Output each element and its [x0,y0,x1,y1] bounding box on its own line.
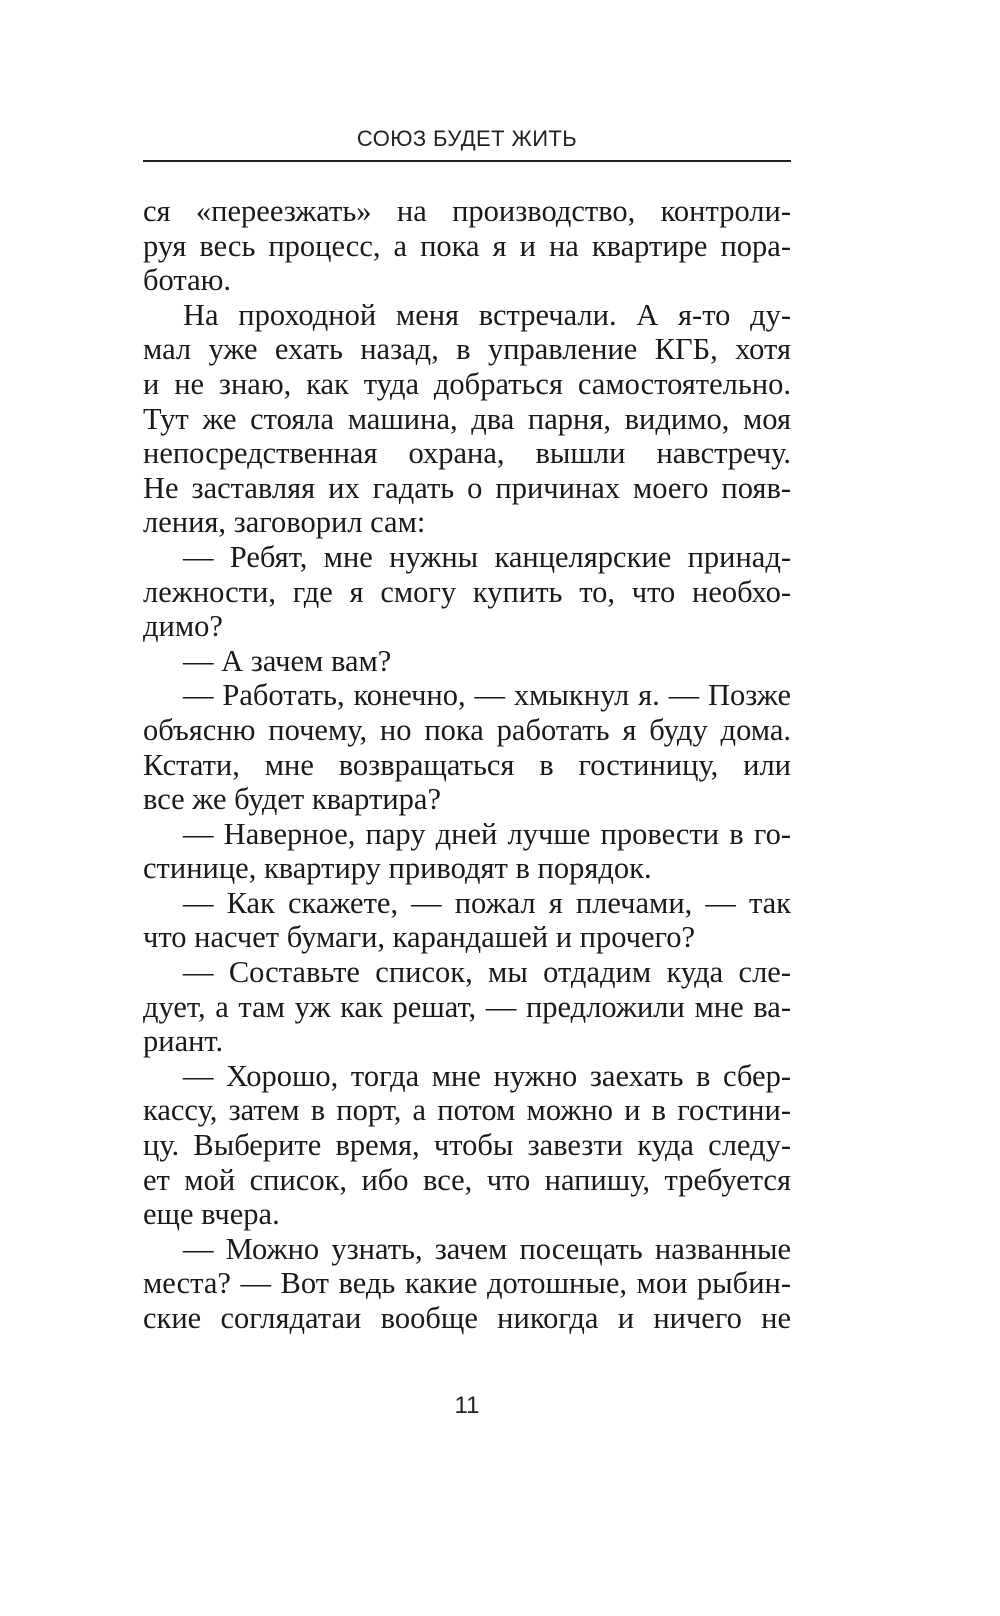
running-head: СОЮЗ БУДЕТ ЖИТЬ [356,126,578,151]
text-line: еще вчера. [143,1197,280,1232]
text-line: димо? [143,609,223,644]
body-text [143,194,791,1336]
text-line: ет мой список, ибо все, что напишу, требуется [143,1162,791,1197]
text-line: лежности, где я смогу купить то, что необхо- [143,574,791,609]
text-line: — Составьте список, мы отдадим куда сле- [183,955,791,990]
text-line: кассу, затем в порт, а потом можно и в гостини- [143,1093,791,1128]
text-line: — Наверное, пару дней лучше провести в го- [183,816,791,851]
text-line: непосредственная охрана, вышли навстречу. [143,436,791,471]
text-line: ботаю. [143,263,232,298]
text-line: риант. [143,1024,224,1059]
book-page [143,0,791,1616]
text-line: цу. Выберите время, чтобы завезти куда следу- [143,1128,791,1163]
text-line: стинице, квартиру приводят в порядок. [143,851,652,886]
text-line: — Как скажете, — пожал я плечами, — так [183,885,791,920]
text-line: — Хорошо, тогда мне нужно заехать в сбер- [183,1058,791,1093]
header-rule [143,160,791,162]
text-line: — Работать, конечно, — хмыкнул я. — Позже [183,678,791,713]
text-line: места? — Вот ведь какие дотошные, мои рыбин- [143,1266,791,1301]
text-line: дует, а там уж как решат, — предложили мне ва- [143,989,791,1024]
text-line: все же будет квартира? [143,782,442,817]
text-line: Тут же стояла машина, два парня, видимо, моя [143,401,791,436]
text-line: ские соглядатаи вообще никогда и ничего не [143,1301,791,1335]
text-line: Кстати, мне возвращаться в гостиницу, или [143,747,791,782]
text-line: мал уже ехать назад, в управление КГБ, хотя [143,332,791,367]
text-line: Не заставляя их гадать о причинах моего появ- [143,470,791,505]
text-line: что насчет бумаги, карандашей и прочего? [143,920,696,955]
text-line: — Можно узнать, зачем посещать названные [183,1231,791,1266]
text-line: руя весь процесс, а пока я и на квартире пора- [143,228,791,263]
text-line: и не знаю, как туда добраться самостоятельно. [143,366,791,401]
text-line: — Ребят, мне нужны канцелярские принад- [183,539,791,574]
text-line: ся «переезжать» на производство, контроли- [143,194,791,228]
text-line: объясню почему, но пока работать я буду дома. [143,712,791,747]
text-line: ления, заговорил сам: [143,505,426,540]
text-line: На проходной меня встречали. А я-то ду- [183,297,791,332]
text-line: — А зачем вам? [183,643,392,678]
page-number: 11 [454,1392,480,1419]
